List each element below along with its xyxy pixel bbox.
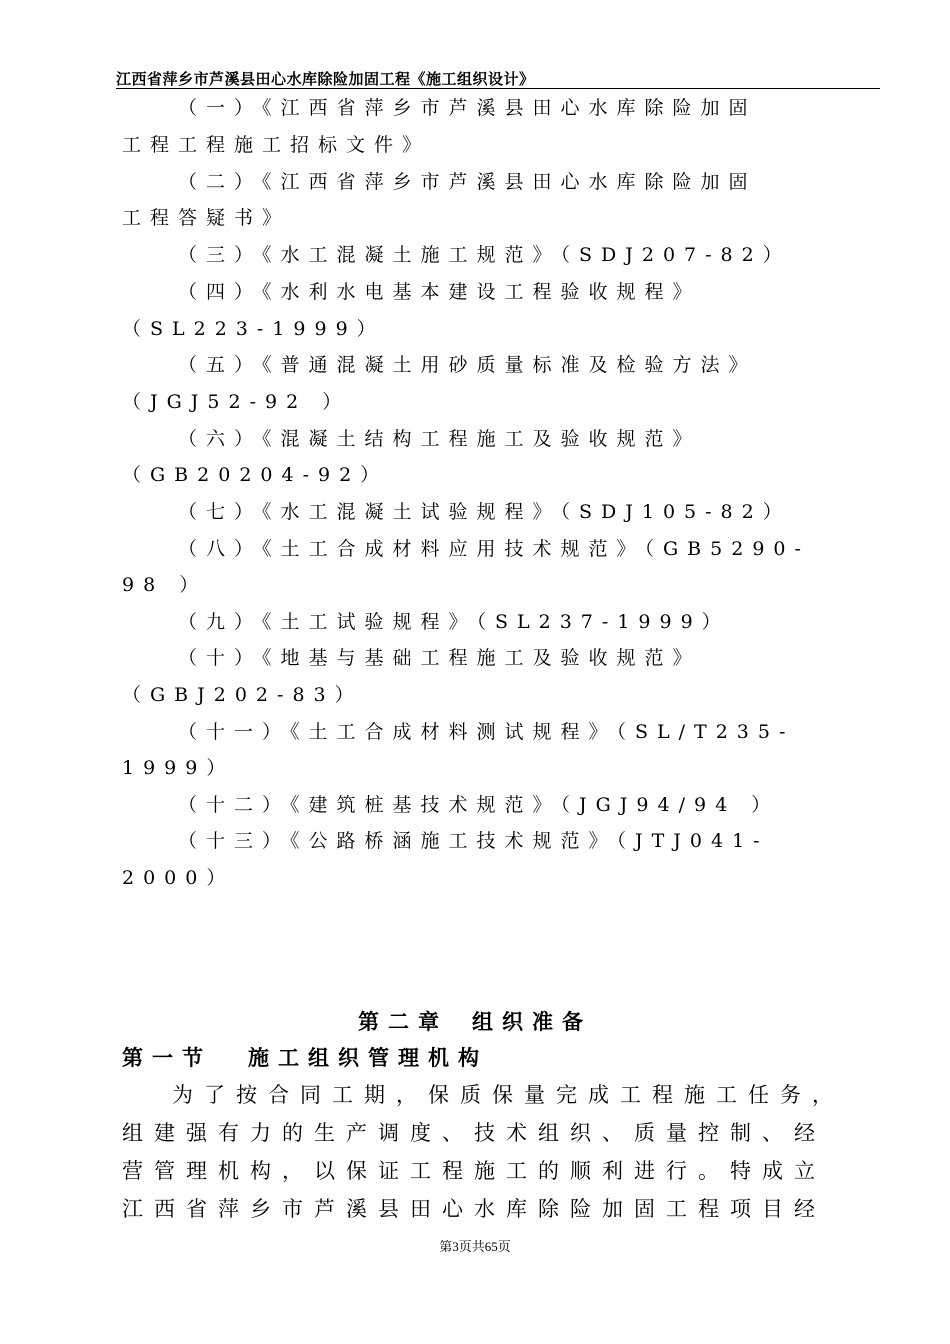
reference-line: （二）《江西省萍乡市芦溪县田心水库除险加固 xyxy=(178,171,757,193)
page-header: 江西省萍乡市芦溪县田心水库除险加固工程《施工组织设计》 xyxy=(116,70,535,88)
reference-line: （四）《水利水电基本建设工程验收规程》 xyxy=(178,281,701,303)
page-number: 第3页共65页 xyxy=(439,1239,511,1254)
reference-line: （十三）《公路桥涵施工技术规范》（JTJ041- xyxy=(178,830,769,852)
paragraph-line: 营管理机构，以保证工程施工的顺利进行。特成立 xyxy=(122,1159,826,1183)
reference-line: （五）《普通混凝土用砂质量标准及检验方法》 xyxy=(178,354,757,376)
section-title: 施工组织管理机构 xyxy=(248,1045,488,1070)
reference-line: （十一）《土工合成材料测试规程》（SL/T235- xyxy=(178,721,795,743)
reference-line: 2000） xyxy=(122,867,235,889)
reference-line: 1999） xyxy=(122,757,235,779)
reference-line: 工程答疑书》 xyxy=(122,207,291,229)
reference-line: （七）《水工混凝土试验规程》（SDJ105-82） xyxy=(178,501,791,523)
reference-line: （SL223-1999） xyxy=(122,318,385,340)
reference-line: （三）《水工混凝土施工规范》（SDJ207-82） xyxy=(178,244,791,266)
reference-line: 工程工程施工招标文件》 xyxy=(122,134,431,156)
chapter-label: 第二章 xyxy=(358,1009,448,1034)
reference-line: 98 ） xyxy=(122,574,208,596)
section-heading xyxy=(122,1040,488,1076)
reference-line: （GB20204-92） xyxy=(122,464,389,486)
reference-line: （十二）《建筑桩基技术规范》（JGJ94/94 ） xyxy=(178,794,780,816)
reference-line: （GBJ202-83） xyxy=(122,684,363,706)
paragraph-line: 江西省萍乡市芦溪县田心水库除险加固工程项目经 xyxy=(122,1197,826,1221)
reference-line: （一）《江西省萍乡市芦溪县田心水库除险加固 xyxy=(178,97,757,119)
reference-line: （十）《地基与基础工程施工及验收规范》 xyxy=(178,647,701,669)
paragraph-line: 组建强有力的生产调度、技术组织、质量控制、经 xyxy=(122,1121,826,1145)
header-divider xyxy=(116,88,880,89)
reference-line: （六）《混凝土结构工程施工及验收规范》 xyxy=(178,428,701,450)
section-label: 第一节 xyxy=(122,1045,212,1070)
reference-line: （JGJ52-92 ） xyxy=(122,391,351,413)
reference-line: （八）《土工合成材料应用技术规范》（GB5290- xyxy=(178,538,810,560)
chapter-heading xyxy=(0,1004,950,1040)
paragraph-line: 为了按合同工期，保质保量完成工程施工任务， xyxy=(172,1083,844,1107)
reference-line: （九）《土工试验规程》（SL237-1999） xyxy=(178,611,730,633)
chapter-title: 组织准备 xyxy=(472,1009,592,1034)
